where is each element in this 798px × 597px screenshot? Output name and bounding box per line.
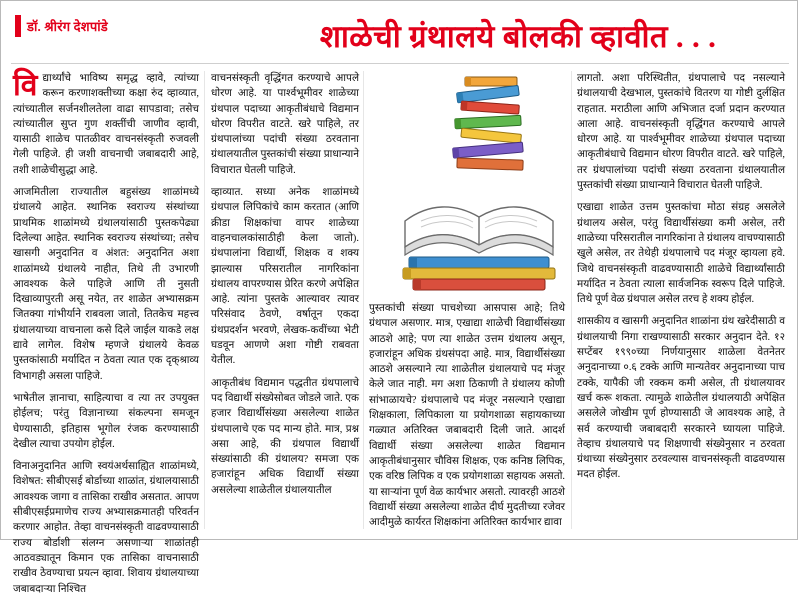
column-divider (571, 71, 572, 529)
stack-of-books-illustration (369, 71, 569, 293)
paragraph: भाषेतील ज्ञानाचा, साहित्याचा व त्या तर उपयुक्त होईलच; परंतु विज्ञानाच्या संकल्पना समजून घेण्यासाठी, इतिहास भूगोल रंजक करण्यासाठी देखील त्याचा उपयोग होईल. (13, 392, 199, 450)
article-column-4 (577, 71, 785, 529)
page-title: शाळेची ग्रंथालये बोलकी व्हावीत . . . (319, 19, 717, 54)
paragraph: आकृतीबंध विद्यमान पद्धतीत ग्रंथपालाचे पद विद्यार्थी संख्येसोबत जोडले जाते. एक हजार विद्यार्थीसंख्या असलेल्या शाळेत ग्रंथपालाचे एक पद मान्य होते. मात्र, प्रश्न असा आहे, की ग्रंथपाल विद्यार्थी संख्यांसाठी की ग्रंथालय? समजा एक हजारांहून अधिक विद्यार्थी संख्या असलेल्या शाळेतील ग्रंथालयातील (211, 377, 359, 496)
paragraph (13, 71, 199, 178)
paragraph: लागतो. अशा परिस्थितीत, ग्रंथपालाचे पद नसल्याने ग्रंथालयाची देखभाल, पुस्तकांचे वितरण या गोष्टी दुर्लक्षित राहतात. मराठीला आणि अभिजात दर्जा प्रदान करण्यात आला आहे. वाचनसंस्कृती वृद्धिंगत करण्याचे आपले धोरण आहे. या पार्श्वभूमीवर शाळेच्या ग्रंथपाल पदाच्या आकृतीबंधाचे विद्यमान धोरण विपरीत वाटते. खरे पाहिले, तर ग्रंथपालांच्या पदांची संख्या ठरवताना ग्रंथालयातील पुस्तकांची संख्या प्राधान्याने विचारात घेतली पाहिजे. (577, 73, 785, 192)
author-name: डॉ. श्रीरंग देशपांडे (27, 19, 108, 34)
column-divider (363, 71, 364, 529)
paragraph: व्हाव्यात. सध्या अनेक शाळांमध्ये ग्रंथपाल लिपिकांचे काम करतात (आणि क्रीडा शिक्षकांचा वापर शाळेच्या वाहनचालकांसाठीही केला जातो). ग्रंथपालांना विद्यार्थी, शिक्षक व शक्य झाल्यास परिसरातील नागरिकांना ग्रंथालय वापरण्यास प्रेरित करणे अपेक्षित आहे. त्यांना पुस्तके आल्यावर त्यावर परिसंवाद ठेवणे, वर्षातून एकदा ग्रंथप्रदर्शन भरवणे, लेखक-कवींच्या भेटी घडवून आणणे अशा गोष्टी राबवता येतील. (211, 187, 359, 367)
column-divider (204, 71, 205, 529)
header-divider (11, 63, 789, 64)
article-column-1 (13, 69, 199, 595)
article-column-2 (211, 71, 359, 529)
byline-accent-bar (15, 15, 21, 37)
paragraph: एखाद्या शाळेत उत्तम पुस्तकांचा मोठा संग्रह असलेले ग्रंथालय असेल, परंतु विद्यार्थीसंख्या कमी असेल, तरी शाळेच्या परिसरातील नागरिकांना ते ग्रंथालय वाचण्यासाठी खुले असेल, तर तेथेही ग्रंथपालाचे पद मंजूर व्हायला हवे. जिथे वाचनसंस्कृती वाढवण्यासाठी शाळेचे विद्यार्थ्यांसाठी मर्यादित न ठेवता त्याला सार्वजनिक स्वरूप दिले पाहिजे. तिथे पूर्ण वेळ ग्रंथपाल असेल तरच हे शक्य होईल. (577, 202, 785, 306)
paragraph: विनाअनुदानित आणि स्वयंअर्थसाह्यित शाळांमध्ये, विशेषत: सीबीएसई बोर्डाच्या शाळांत, ग्रंथालयासाठी आवश्यक जागा व तासिका राखीव असतात. आपण सीबीएसईप्रमाणेच राज्य अभ्यासक्रमातही परिवर्तन करणार आहोत. तेव्हा वाचनसंस्कृती वाढवण्यासाठी राज्य बोर्डाशी संलग्न असणाऱ्या शाळांतही आठवड्यातून किमान एक तासिका वाचनासाठी राखीव ठेवण्याचा प्रयत्न व्हावा. शिवाय ग्रंथालयाच्या जबाबदाऱ्या निश्चित (13, 461, 199, 595)
byline (15, 15, 108, 37)
drop-cap: वि (13, 69, 38, 102)
paragraph: शासकीय व खासगी अनुदानित शाळांना ग्रंथ खरेदीसाठी व ग्रंथालयाची निगा राखण्यासाठी सरकार अनुदान देते. १२ सप्टेंबर १९९०च्या निर्णयानुसार शाळेला वेतनेतर अनुदानाच्या ०.६ टक्के आणि मान्यतेवर अनुदानाच्या पाच टक्के, यापैकी जी रक्कम कमी असेल, ती ग्रंथालयावर खर्च करू शकता. त्यामुळे शाळेतील ग्रंथालयाठी अपेक्षित असलेले जोखीम पूर्ण होण्यासाठी जे आवश्यक आहे, ते सर्व करण्याची जबाबदारी सरकारने घ्यायला पाहिजे. तेव्हाच ग्रंथालयाचे पद शिक्षणाची संख्येनुसार न ठरवता ग्रंथाच्या संख्येनुसार ठरवल्यास वाचनसंस्कृती वाढवण्यास मदत होईल. (577, 316, 785, 481)
paragraph-text: द्यार्थ्यांचे भाविष्य समृद्ध व्हावे, त्यांच्या करून करणाशक्तीच्या कक्षा रुंद व्हाव्यात, त्यांच्यातील सर्जनशीलतेला वाढा सापडावा; तसेच त्यांच्यातील सुप्त गुण शक्तींची जाणीव व्हावी, यासाठी शाळेच पातळीवर वाचनसंस्कृती रुजवली गेली पाहिजे. ही जशी वाचनाची जबाबदारी आहे, तशी शाळेचीसुद्धा आहे. (13, 73, 199, 176)
paragraph: पुस्तकांची संख्या पाचशेच्या आसपास आहे; तिथे ग्रंथपाल असणार. मात्र, एखाद्या शाळेची विद्यार्थीसंख्या आठशे आहे; पण त्या शाळेत उत्तम ग्रंथालय असून, हजारांहून अधिक ग्रंथसंपदा आहे. मात्र, विद्यार्थीसंख्या आठशे असल्याने त्या शाळेतील ग्रंथालयाचे पद मंजूर केले जात नाही. मग अशा ठिकाणी ते ग्रंथालय कोणी सांभाळायचे? ग्रंथपालाचे पद मंजूर नसल्याने एखाद्या शिक्षकाला, लिपिकाला या प्रयोगशाळा सहायकाच्या गळ्यात अतिरिक्त जबाबदारी दिली जाते. आदर्श विद्यार्थी संख्या असलेल्या शाळेत विद्यमान आकृतीबंधानुसार चौविस शिक्षक, एक कनिष्ठ लिपिक, एक वरिष्ठ लिपिक व एक प्रयोगशाळा सहायक असतो. या साऱ्यांना पूर्ण वेळ कार्यभार असतो. त्यावरही आठशे विद्यार्थी संख्या असलेल्या शाळेत दीर्घ मुदतीच्या रजेवर आदीमुळे कार्यरत शिक्षकांना अतिरिक्त कार्यभार द्यावा (369, 303, 565, 529)
article-column-3 (369, 301, 565, 529)
paragraph: आजमितीला राज्यातील बहुसंख्य शाळांमध्ये ग्रंथालये आहेत. स्थानिक स्वराज्य संस्थांच्या प्राथमिक शाळांमध्ये ग्रंथालयांसाठी पुस्तकपेढ्या दिलेल्या आहेत. स्थानिक स्वराज्य संस्थांच्या; तसेच खासगी अनुदानित व अंशत: अनुदानित अशा शाळांमध्ये ग्रंथालये नाहीत, तिथे ती उभारणी आवश्यक केले पाहिजे आणि ती नुसती दिखाव्यापुरती असू नयेत, तर शाळेत अभ्यासक्रम जितक्या गांभीर्याने राबवला जातो, तितकेच महत्त्व ग्रंथालयाच्या वाचनाला कसे दिले जाईल याकडे लक्ष द्यावे लागेल. विशेष म्हणजे ग्रंथालये केवळ पुस्तकांसाठी मर्यादित न ठेवता त्यात एक दृक्‌श्राव्य विभागही असला पाहिजे. (13, 187, 199, 382)
paragraph: वाचनसंस्कृती वृद्धिंगत करण्याचे आपले धोरण आहे. या पार्श्वभूमीवर शाळेच्या ग्रंथपाल पदाच्या आकृतीबंधाचे विद्यमान धोरण विपरीत वाटते. खरे पाहिले, तर ग्रंथपालांच्या पदांची संख्या ठरवताना ग्रंथालयातील पुस्तकांची संख्या प्राधान्याने विचारात घेतली पाहिजे. (211, 73, 359, 176)
